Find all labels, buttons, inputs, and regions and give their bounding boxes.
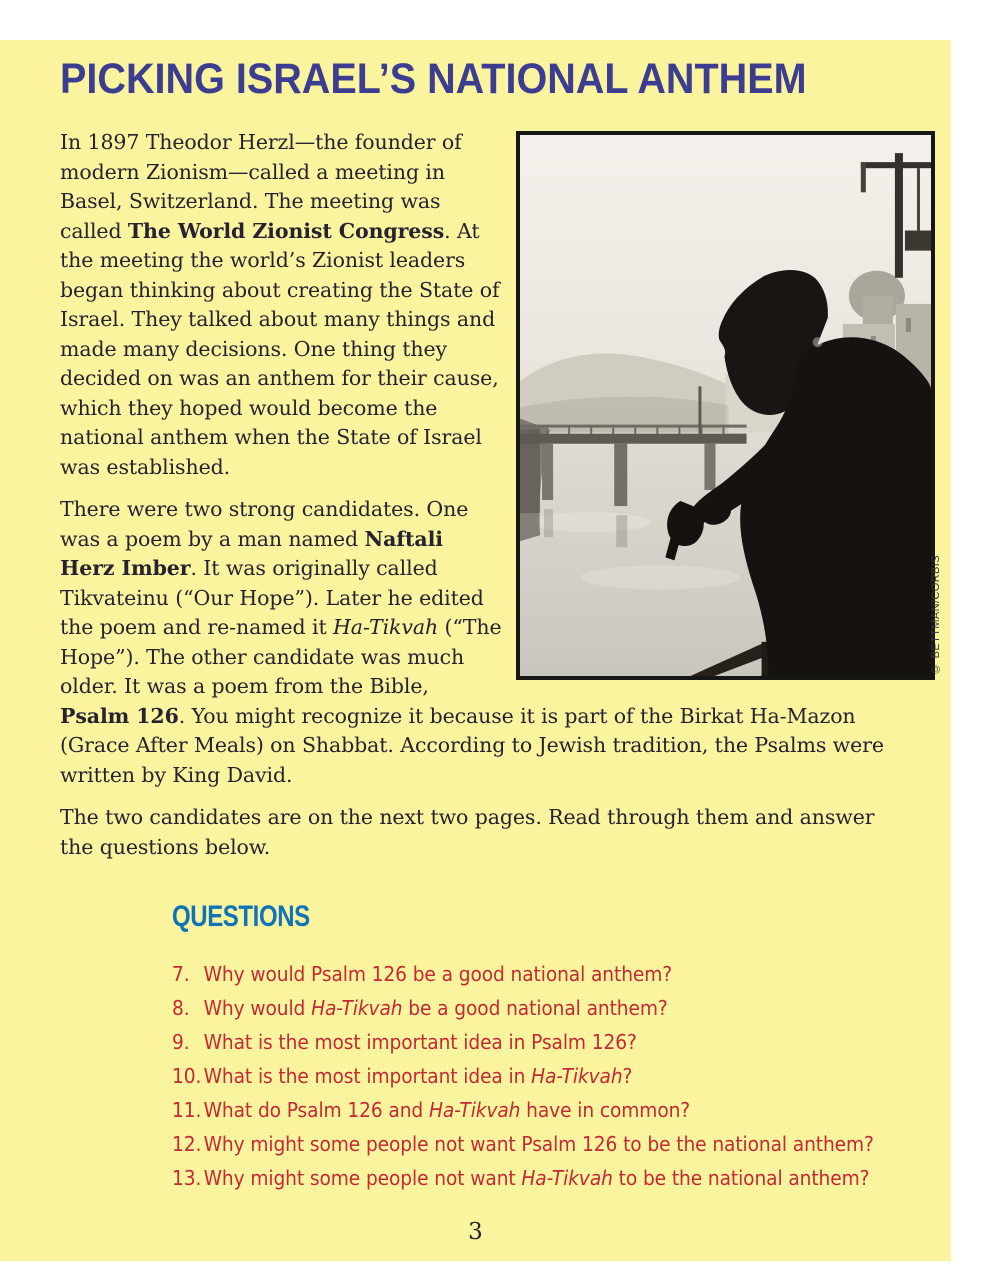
paragraph: The two candidates are on the next two pages. Read through them and answer the questions below. bbox=[60, 805, 875, 859]
question-number: 7. bbox=[172, 962, 190, 987]
question-number: 11. bbox=[172, 1098, 202, 1123]
question-number: 10. bbox=[172, 1064, 202, 1089]
question-item bbox=[172, 1132, 874, 1157]
paragraph: There were two strong candidates. One was a poem by a man named Naftali Herz Imber. It was originally called Tikvateinu (“Our Hope”). Later he edited the poem and re-named it Ha-Tikvah (“The Hope”). The other candidate was much older. It was a poem from the Bible, Psalm 126. You might recognize it because it is part of the Birkat Ha-Mazon (Grace After Meals) on Shabbat. According to Jewish tradition, the Psalms were written by King David. bbox=[60, 497, 884, 787]
question-number: 8. bbox=[172, 996, 190, 1021]
questions-list bbox=[172, 964, 905, 1189]
question-item bbox=[172, 1066, 854, 1087]
questions-section bbox=[172, 902, 905, 1189]
question-text: What is the most important idea in Ha-Tikvah? bbox=[203, 1064, 633, 1089]
page-number: 3 bbox=[468, 1219, 483, 1245]
photo-credit: © BETTMAN/CORBIS bbox=[929, 555, 942, 675]
article-body bbox=[0, 102, 951, 1189]
question-number: 12. bbox=[172, 1132, 202, 1157]
question-item bbox=[172, 1032, 854, 1053]
question-item bbox=[172, 964, 854, 985]
question-text: Why might some people not want Ha-Tikvah to be the national anthem? bbox=[203, 1166, 870, 1191]
page-title: PICKING ISRAEL’S NATIONAL ANTHEM bbox=[60, 55, 807, 103]
question-number: 9. bbox=[172, 1030, 190, 1055]
workbook-page bbox=[0, 40, 951, 1261]
paragraph: In 1897 Theodor Herzl—the founder of modern Zionism—called a meeting in Basel, Switzerland. The meeting was called The World Zionist Congress. At the meeting the world’s Zionist leaders began thinking about creating the State of Israel. They talked about many things and made many decisions. One thing they decided on was an anthem for their cause, which they hoped would become the national anthem when the State of Israel was established. bbox=[60, 130, 500, 479]
question-text: What do Psalm 126 and Ha-Tikvah have in common? bbox=[203, 1098, 691, 1123]
question-number: 13. bbox=[172, 1166, 202, 1191]
question-text: Why would Ha-Tikvah be a good national anthem? bbox=[203, 996, 668, 1021]
herzl-balcony-photo bbox=[516, 131, 942, 680]
question-item bbox=[172, 1100, 854, 1121]
questions-heading: QUESTIONS bbox=[172, 900, 310, 934]
question-item bbox=[172, 1166, 870, 1191]
question-item bbox=[172, 998, 854, 1019]
question-text: Why would Psalm 126 be a good national anthem? bbox=[203, 962, 673, 987]
question-text: What is the most important idea in Psalm 126? bbox=[203, 1030, 637, 1055]
question-text: Why might some people not want Psalm 126 to be the national anthem? bbox=[203, 1132, 874, 1157]
herzl-photo-illustration bbox=[520, 135, 931, 676]
